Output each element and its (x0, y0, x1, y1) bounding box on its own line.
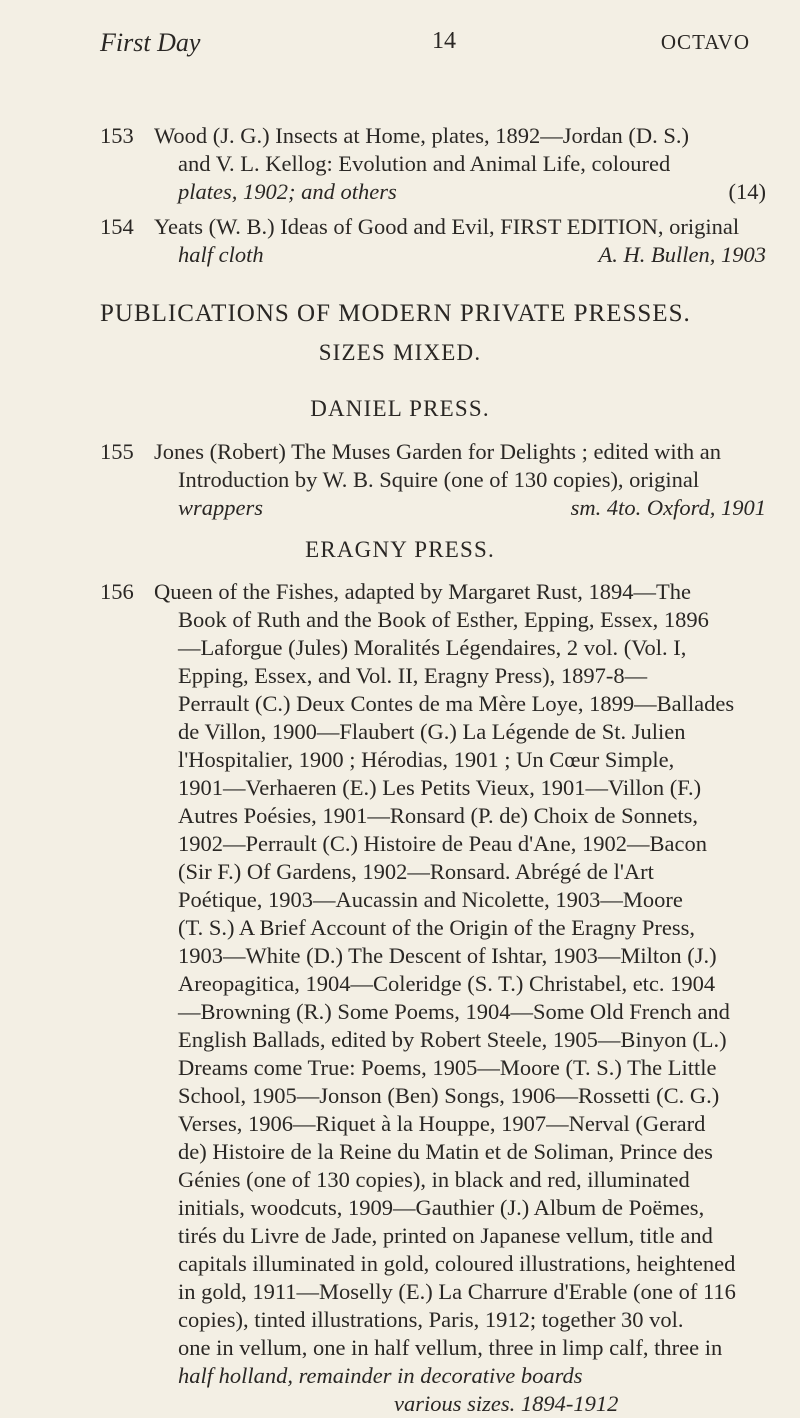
entry-line: (T. S.) A Brief Account of the Origin of the Eragny Press, (178, 915, 695, 940)
entry-line: Jones (Robert) The Muses Garden for Delights ; edited with an (154, 439, 721, 464)
entry-line: Autres Poésies, 1901—Ronsard (P. de) Choix de Sonnets, (178, 803, 698, 828)
entry-line: Wood (J. G.) Insects at Home, plates, 1892—Jordan (D. S.) (154, 123, 689, 148)
entry-line: Verses, 1906—Riquet à la Houppe, 1907—Nerval (Gerard (178, 1111, 706, 1136)
entry-line: capitals illuminated in gold, coloured illustrations, heightened (178, 1251, 736, 1276)
entry-line: half holland, remainder in decorative boards (178, 1363, 583, 1388)
running-head-left: First Day (100, 28, 201, 57)
entry-line-last (154, 1390, 766, 1418)
entry-line: initials, woodcuts, 1909—Gauthier (J.) Album de Poëmes, (178, 1195, 705, 1220)
entry-line: Yeats (W. B.) Ideas of Good and Evil, FIRST EDITION, original (154, 214, 740, 239)
entry-line: 1902—Perrault (C.) Histoire de Peau d'Ane, 1902—Bacon (178, 831, 707, 856)
entry-line: tirés du Livre de Jade, printed on Japanese vellum, title and (178, 1223, 713, 1248)
entry-text: half cloth (178, 242, 264, 267)
entry-line: in gold, 1911—Moselly (E.) La Charrure d'Erable (one of 116 (178, 1279, 736, 1304)
entry-line: 1903—White (D.) The Descent of Ishtar, 1903—Milton (J.) (178, 943, 717, 968)
sizes-dates: various sizes. 1894-1912 (394, 1391, 619, 1416)
entry-line: —Laforgue (Jules) Moralités Légendaires, 2 vol. (Vol. I, (178, 635, 687, 660)
quantity: (14) (728, 179, 766, 204)
entry-line: Book of Ruth and the Book of Esther, Epping, Essex, 1896 (178, 607, 709, 632)
lot-number: 156 (100, 579, 134, 604)
page-header (100, 28, 750, 68)
entry-line: English Ballads, edited by Robert Steele, 1905—Binyon (L.) (178, 1027, 727, 1052)
catalogue-entry (100, 213, 766, 269)
press-title: DANIEL PRESS. (310, 396, 490, 421)
catalogue-entry (100, 438, 766, 522)
entry-line: Epping, Essex, and Vol. II, Eragny Press), 1897-8— (178, 663, 648, 688)
entry-line: Dreams come True: Poems, 1905—Moore (T. S.) The Little (178, 1055, 717, 1080)
publisher: A. H. Bullen, 1903 (598, 242, 766, 267)
entry-text: wrappers (178, 495, 264, 520)
entry-line: copies), tinted illustrations, Paris, 1912; together 30 vol. (178, 1307, 684, 1332)
entry-line: Génies (one of 130 copies), in black and red, illuminated (178, 1167, 690, 1192)
page-number: 14 (432, 28, 456, 54)
section-subtitle: SIZES MIXED. (318, 340, 482, 365)
entry-line: de) Histoire de la Reine du Matin et de Soliman, Prince des (178, 1139, 713, 1164)
catalogue-entry (100, 122, 766, 206)
entry-line: Areopagitica, 1904—Coleridge (S. T.) Christabel, etc. 1904 (178, 971, 716, 996)
entry-line: —Browning (R.) Some Poems, 1904—Some Old French and (178, 999, 730, 1024)
entry-line-last (154, 494, 766, 522)
entry-line: Queen of the Fishes, adapted by Margaret Rust, 1894—The (154, 579, 691, 604)
entry-line: 1901—Verhaeren (E.) Les Petits Vieux, 1901—Villon (F.) (178, 775, 702, 800)
lot-number: 155 (100, 439, 134, 464)
entry-line: Poétique, 1903—Aucassin and Nicolette, 1903—Moore (178, 887, 683, 912)
entry-line: one in vellum, one in half vellum, three in limp calf, three in (178, 1335, 723, 1360)
entry-line: (Sir F.) Of Gardens, 1902—Ronsard. Abrégé de l'Art (178, 859, 654, 884)
catalogue-entry (100, 578, 766, 1418)
entry-line: School, 1905—Jonson (Ben) Songs, 1906—Rossetti (C. G.) (178, 1083, 720, 1108)
entry-line-last (154, 241, 766, 269)
entry-line: and V. L. Kellog: Evolution and Animal Life, coloured (178, 151, 671, 176)
entry-line: de Villon, 1900—Flaubert (G.) La Légende de St. Julien (178, 719, 686, 744)
entry-line: l'Hospitalier, 1900 ; Hérodias, 1901 ; Un Cœur Simple, (178, 747, 675, 772)
entry-text: plates, 1902; and others (178, 179, 397, 204)
running-head-right: OCTAVO (660, 30, 750, 54)
press-title: ERAGNY PRESS. (305, 537, 495, 562)
entry-line: Perrault (C.) Deux Contes de ma Mère Loye, 1899—Ballades (178, 691, 735, 716)
entry-line: Introduction by W. B. Squire (one of 130 copies), original (178, 467, 700, 492)
entry-line-last (154, 178, 766, 206)
format-place-date: sm. 4to. Oxford, 1901 (570, 495, 766, 520)
lot-number: 154 (100, 214, 134, 239)
section-title: PUBLICATIONS OF MODERN PRIVATE PRESSES. (100, 300, 691, 327)
lot-number: 153 (100, 123, 134, 148)
